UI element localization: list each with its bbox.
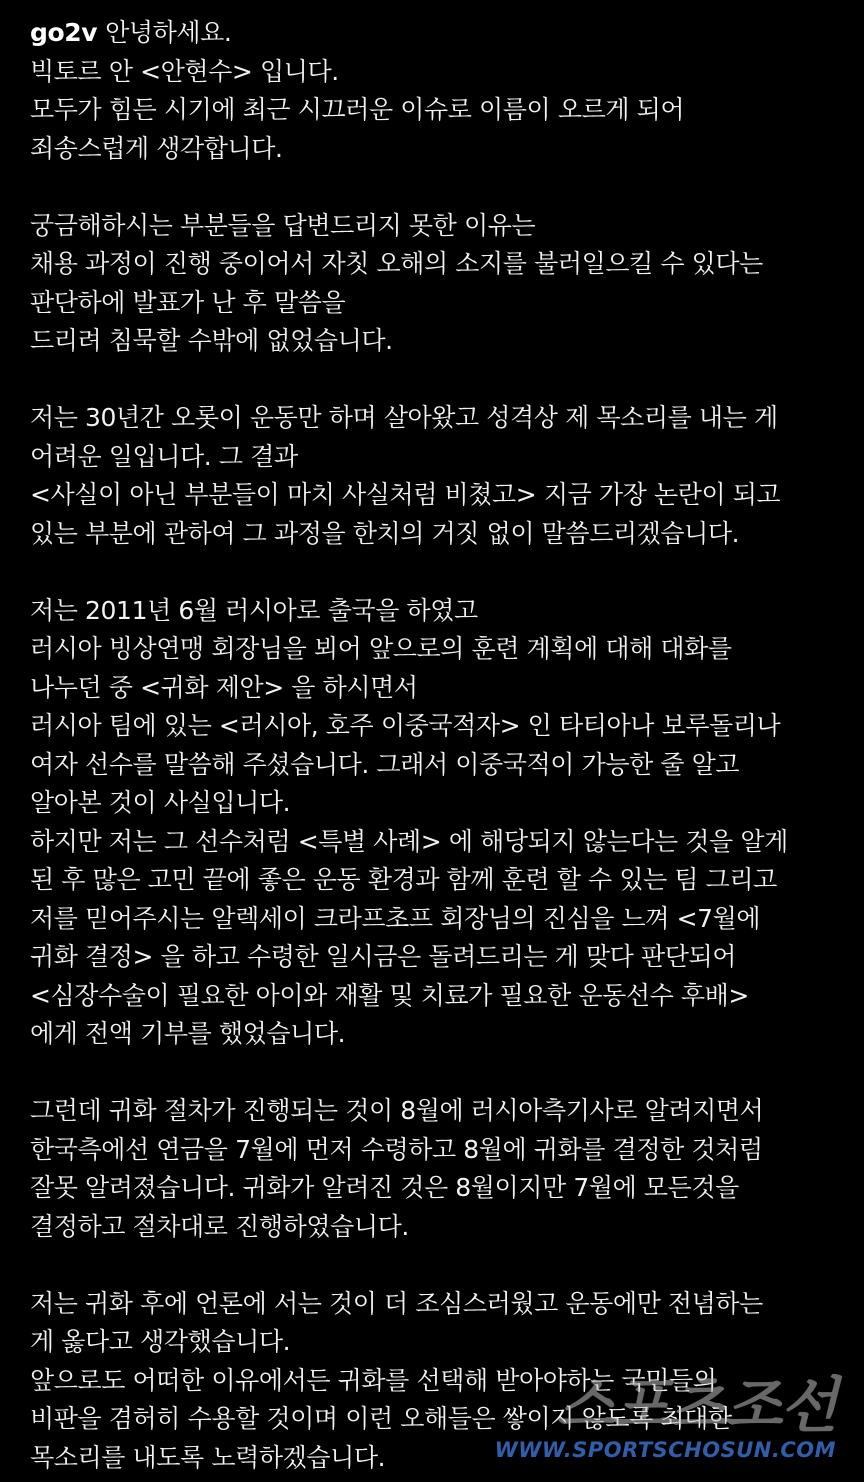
caption-line: 모두가 힘든 시기에 최근 시끄러운 이슈로 이름이 오르게 되어 bbox=[30, 95, 685, 124]
caption-line: 나누던 중 <귀화 제안> 을 하시면서 bbox=[30, 672, 418, 702]
caption-line: 잘못 알려졌습니다. 귀화가 알려진 것은 8월이지만 7월에 모든것을 bbox=[30, 1173, 739, 1202]
paragraph-spacer bbox=[30, 1246, 856, 1285]
watermark-url: WWW.SPORTSCHOSUN.COM bbox=[494, 1438, 836, 1462]
caption-line: 한국측에선 연금을 7월에 먼저 수령하고 8월에 귀화를 결정한 것처럼 bbox=[30, 1134, 763, 1164]
caption-line: 된 후 많은 고민 끝에 좋은 운동 환경과 함께 훈련 할 수 있는 팀 그리고 bbox=[30, 865, 777, 894]
caption-line: 저는 2011년 6월 러시아로 출국을 하였고 bbox=[30, 595, 478, 625]
caption-line: 목소리를 내도록 노력하겠습니다. bbox=[30, 1442, 386, 1472]
caption-line: 여자 선수를 말씀해 주셨습니다. 그래서 이중국적이 가능한 줄 알고 bbox=[30, 749, 740, 779]
caption-body bbox=[30, 53, 856, 1478]
caption-line: 저는 귀화 후에 언론에 서는 것이 더 조심스러웠고 운동에만 전념하는 bbox=[30, 1288, 763, 1318]
caption-line: <사실이 아닌 부분들이 마치 사실처럼 비쳤고> 지금 가장 논란이 되고 bbox=[30, 480, 781, 509]
greeting-text: 안녕하세요. bbox=[105, 18, 232, 47]
caption-line: 앞으로도 어떠한 이유에서든 귀화를 선택해 받아야하는 국민들의 bbox=[30, 1365, 717, 1395]
caption-line: 러시아 빙상연맹 회장님을 뵈어 앞으로의 훈련 계획에 대해 대화를 bbox=[30, 634, 732, 663]
caption-line: 비판을 겸허히 수용할 것이며 이런 오해들은 쌓이지 않도록 최대한 bbox=[30, 1404, 732, 1433]
caption-line: 그런데 귀화 절차가 진행되는 것이 8월에 러시아측기사로 알려지면서 bbox=[30, 1096, 764, 1125]
caption-line: 결정하고 절차대로 진행하였습니다. bbox=[30, 1211, 409, 1241]
caption-line: 에게 전액 기부를 했었습니다. bbox=[30, 1019, 346, 1048]
caption-line: 죄송스럽게 생각합니다. bbox=[30, 133, 283, 163]
watermark-logo: 스포츠조선 bbox=[556, 1371, 836, 1441]
caption-line: 빅토르 안 <안현수> 입니다. bbox=[30, 56, 339, 86]
caption-line: 알아본 것이 사실입니다. bbox=[30, 788, 291, 817]
caption-line: 러시아 팀에 있는 <러시아, 호주 이중국적자> 인 타티아나 보루돌리나 bbox=[30, 711, 781, 740]
caption-line: <심장수술이 필요한 아이와 재활 및 치료가 필요한 운동선수 후배> bbox=[30, 980, 749, 1010]
caption-line: 저는 30년간 오롯이 운동만 하며 살아왔고 성격상 제 목소리를 내는 게 bbox=[30, 403, 778, 432]
watermark bbox=[456, 1371, 836, 1462]
username-link[interactable]: go2v bbox=[30, 18, 98, 47]
caption-line: 어려운 일입니다. 그 결과 bbox=[30, 441, 298, 471]
paragraph-spacer bbox=[30, 361, 856, 400]
caption-line: 있는 부분에 관하여 그 과정을 한치의 거짓 없이 말씀드리겠습니다. bbox=[30, 518, 740, 548]
post-caption bbox=[30, 14, 856, 1477]
paragraph-spacer bbox=[30, 168, 856, 207]
caption-first-line bbox=[30, 14, 856, 53]
paragraph-spacer bbox=[30, 553, 856, 592]
caption-line: 판단하에 발표가 난 후 말씀을 bbox=[30, 287, 346, 317]
caption-line: 드리려 침묵할 수밖에 없었습니다. bbox=[30, 326, 393, 355]
paragraph-spacer bbox=[30, 1054, 856, 1093]
caption-line: 하지만 저는 그 선수처럼 <특별 사례> 에 해당되지 않는다는 것을 알게 bbox=[30, 826, 788, 856]
caption-line: 채용 과정이 진행 중이어서 자칫 오해의 소지를 불러일으킬 수 있다는 bbox=[30, 249, 763, 278]
caption-line: 저를 믿어주시는 알렉세이 크라프초프 회장님의 진심을 느껴 <7월에 bbox=[30, 903, 761, 933]
caption-line: 게 옳다고 생각했습니다. bbox=[30, 1327, 291, 1356]
caption-line: 궁금해하시는 부분들을 답변드리지 못한 이유는 bbox=[30, 210, 536, 240]
caption-line: 귀화 결정> 을 하고 수령한 일시금은 돌려드리는 게 맞다 판단되어 bbox=[30, 942, 736, 971]
